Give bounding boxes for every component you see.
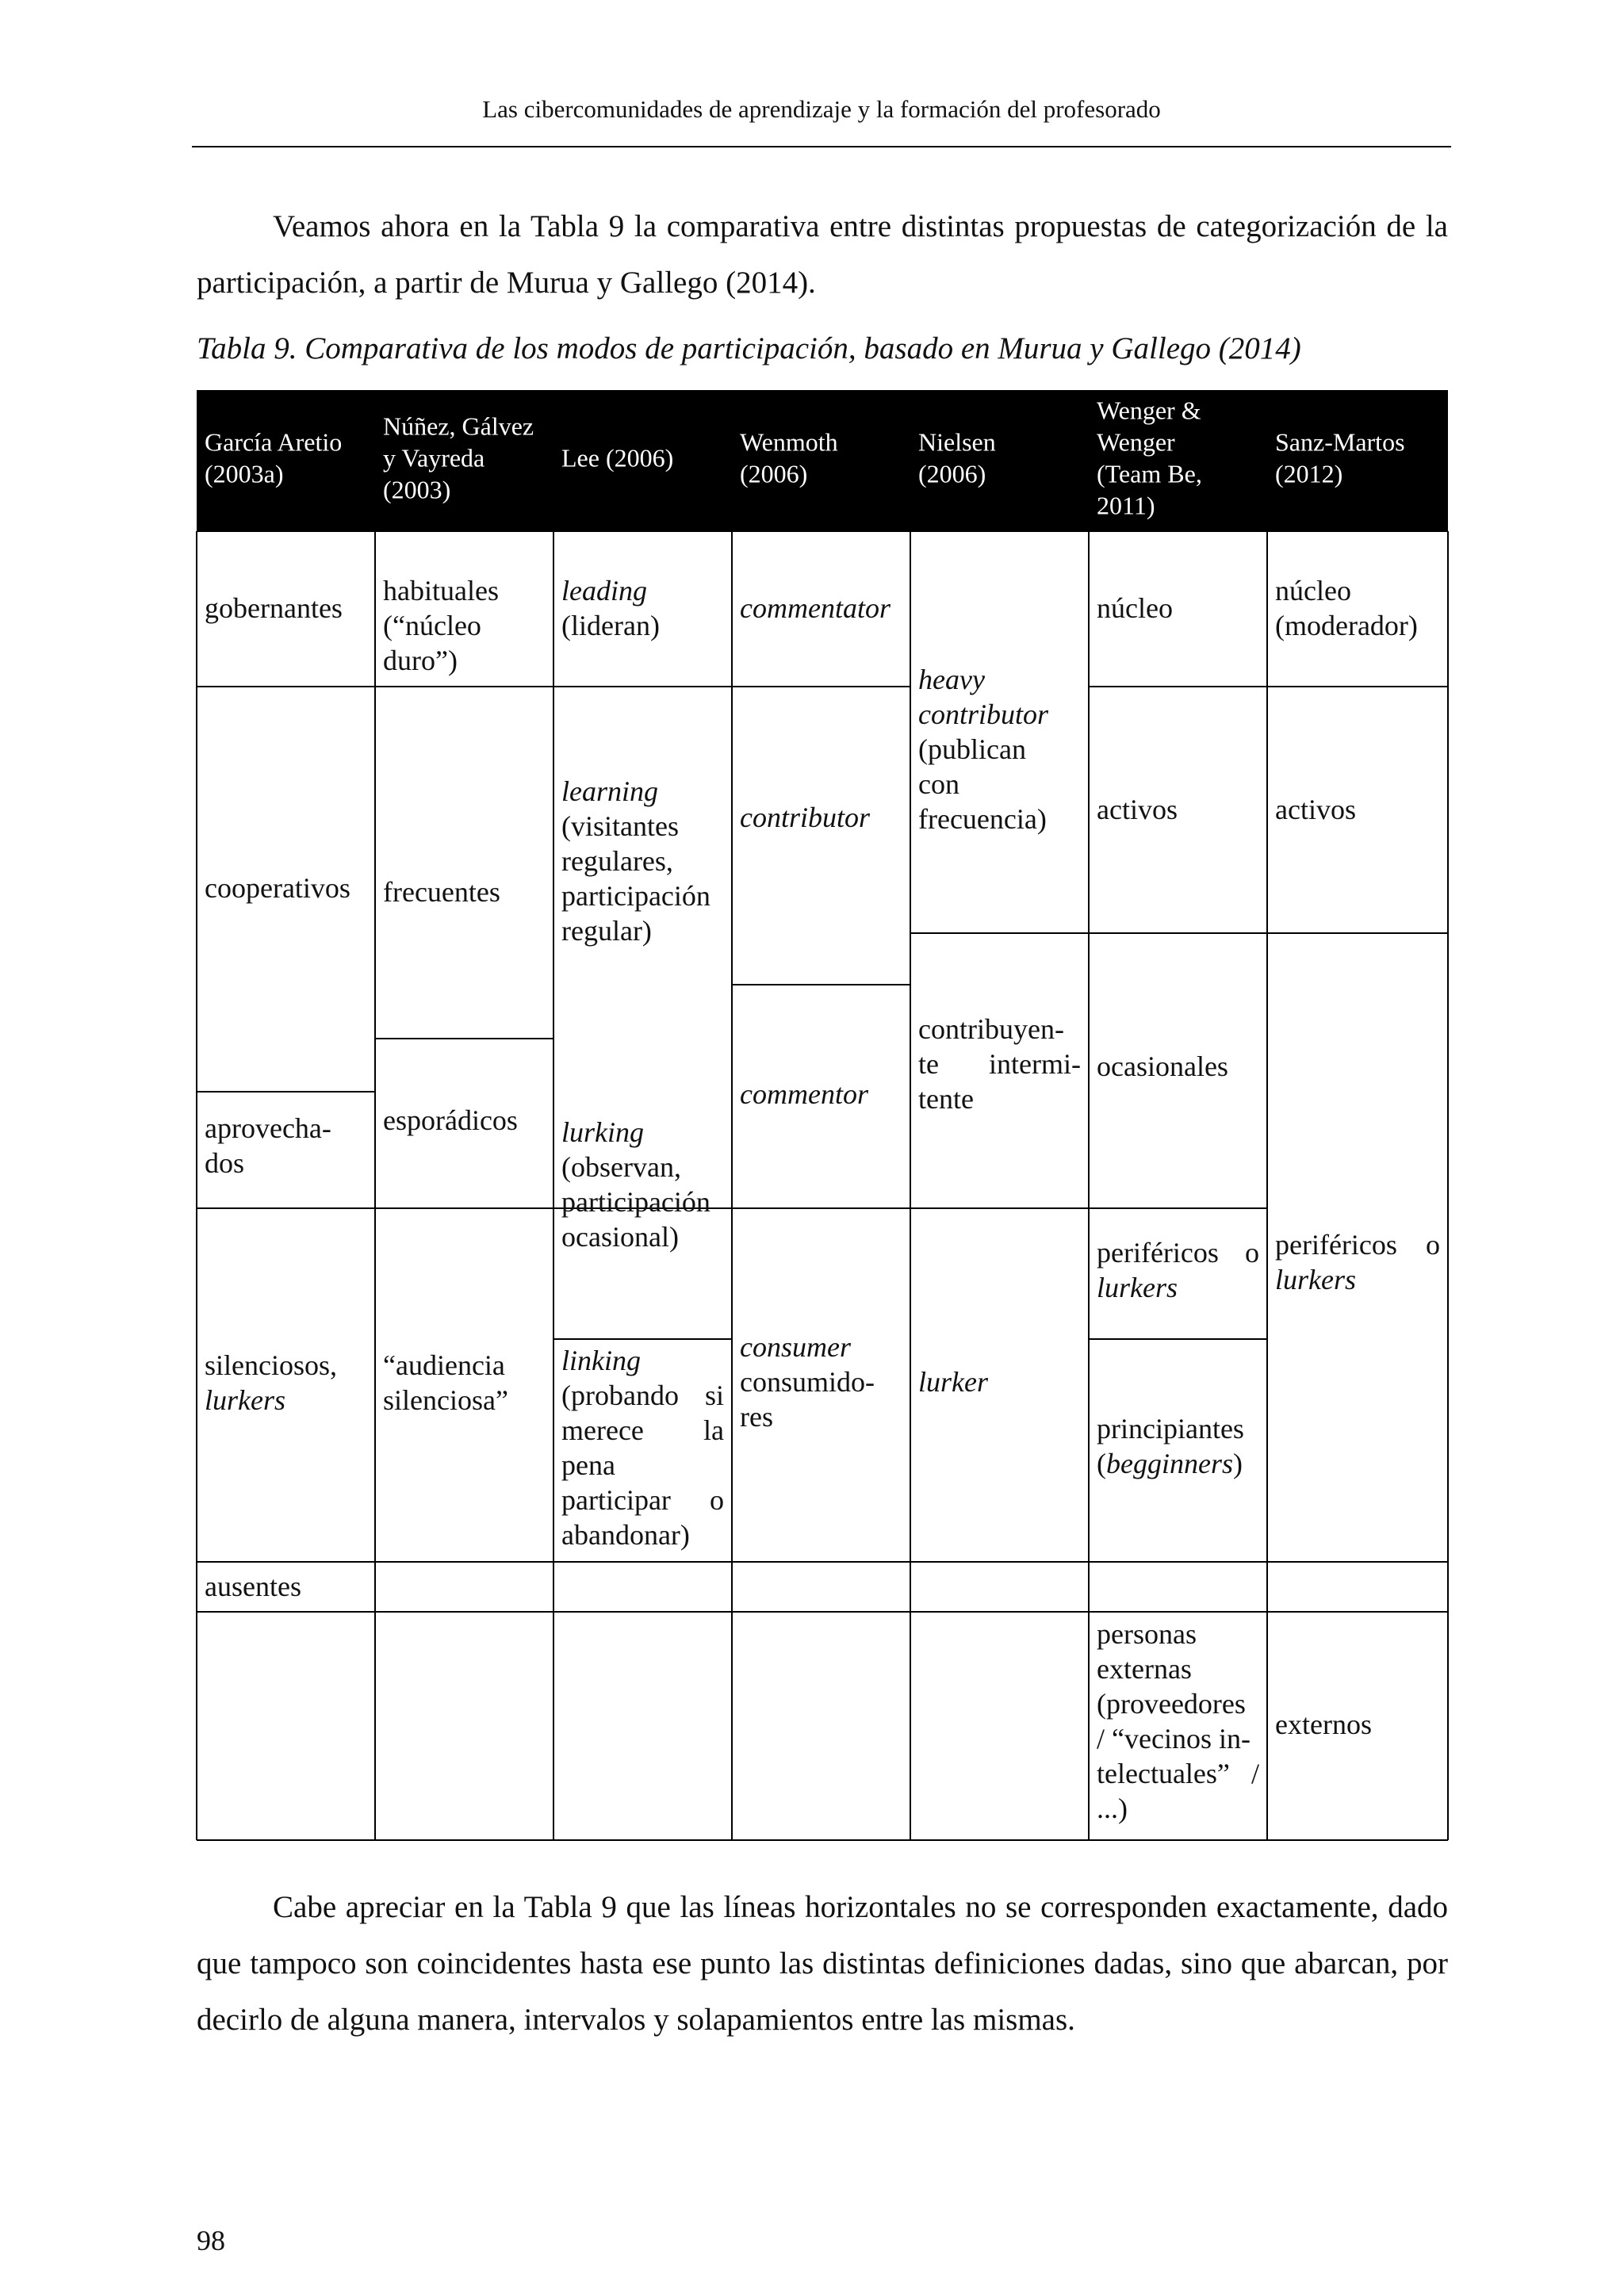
cell-text-line: abandonar) (561, 1519, 690, 1551)
cell-wenger-ocasionales (1097, 1050, 1228, 1082)
column-header-line: (2006) (918, 459, 986, 488)
cell-text-line: habituales (383, 575, 499, 607)
table-body (205, 575, 1440, 1824)
cell-text-line: regulares, (561, 845, 673, 877)
cell-sanz-nucleo (1275, 575, 1418, 641)
cell-text-line: linking (561, 1345, 641, 1376)
cell-text-line: aprovecha- (205, 1112, 331, 1144)
cell-text-line: lurking (561, 1116, 644, 1148)
cell-text-line: principiantes (1097, 1413, 1244, 1445)
cell-text-line: ocasionales (1097, 1050, 1228, 1082)
cell-text-line: (visitantes (561, 810, 679, 842)
cell-text-line: gobernantes (205, 592, 343, 624)
cell-text-line: ausentes (205, 1571, 301, 1602)
column-header-line: (2003a) (205, 459, 284, 488)
cell-nunez-frecuentes (383, 876, 500, 908)
column-header-line: Sanz-Martos (1275, 427, 1405, 457)
cell-text-line: (lideran) (561, 610, 660, 641)
cell-garcia-ausentes (205, 1571, 301, 1602)
cell-text-line: learning (561, 775, 658, 807)
cell-wenmoth-commentator (740, 592, 891, 624)
column-header-line: 2011) (1097, 491, 1155, 520)
cell-text-line: te (918, 1048, 939, 1080)
cell-text-line: (probando (561, 1380, 679, 1411)
cell-text-line: frecuentes (383, 876, 500, 908)
cell-text-line: o (1245, 1237, 1259, 1269)
cell-text-line: cooperativos (205, 872, 350, 904)
cell-nielsen-heavy (918, 664, 1049, 835)
cell-text-line: / “vecinos in- (1097, 1723, 1251, 1755)
cell-text-line: participación (561, 880, 710, 912)
cell-text-line: (moderador) (1275, 610, 1418, 641)
closing-paragraph-text: Cabe apreciar en la Tabla 9 que las líneas horizontales no se corresponden exactamente, dado que tampoco son coincidentes hasta ese punto las distintas definiciones dadas, sino que abarcan, por decirlo de alguna manera, intervalos y solapamientos entre las mismas. (197, 1890, 1448, 2037)
cell-text-line: participación (561, 1186, 710, 1218)
cell-text-line: periféricos (1097, 1237, 1219, 1269)
cell-lee-lurking (561, 1116, 710, 1253)
cell-text-line: activos (1275, 794, 1356, 825)
cell-nunez-audiencia (383, 1349, 508, 1416)
cell-text-line: (observan, (561, 1151, 681, 1183)
column-header-line: Nielsen (918, 427, 996, 457)
cell-text-line: periféricos (1275, 1229, 1397, 1261)
cell-sanz-activos (1275, 794, 1356, 825)
cell-nielsen-contribuyente (918, 1013, 1081, 1115)
cell-text-line: contributor (740, 802, 871, 833)
cell-text-line: consumido- (740, 1366, 875, 1398)
cell-text-line: intermi- (989, 1048, 1081, 1080)
table-caption: Tabla 9. Comparativa de los modos de participación, basado en Murua y Gallego (2014) (197, 331, 1301, 365)
cell-text-line: silenciosos, (205, 1349, 337, 1381)
cell-text-line: esporádicos (383, 1104, 518, 1136)
cell-text-line: commentor (740, 1078, 868, 1110)
cell-garcia-cooperativos (205, 872, 350, 904)
cell-sanz-externos (1275, 1709, 1372, 1740)
column-header-line: y Vayreda (383, 443, 485, 473)
cell-text-line: dos (205, 1147, 245, 1179)
cell-text-line: lurkers (205, 1384, 285, 1416)
cell-text-line: núcleo (1275, 575, 1351, 607)
cell-text-line: regular) (561, 915, 652, 947)
column-header-line: Wenger & (1097, 396, 1201, 425)
cell-text-line: con (918, 768, 959, 800)
cell-text-line: núcleo (1097, 592, 1173, 624)
cell-lee-leading (561, 575, 660, 641)
intro-paragraph-text: Veamos ahora en la Tabla 9 la comparativa entre distintas propuestas de categorización de la participación, a partir de Murua y Gallego (2014). (197, 209, 1448, 300)
cell-text-line: duro”) (383, 645, 458, 676)
cell-text-line: lurkers (1275, 1264, 1356, 1295)
cell-lee-learning (561, 775, 710, 947)
page-number: 98 (197, 2225, 225, 2256)
cell-lee-linking (561, 1345, 724, 1551)
cell-text-line: (“núcleo (383, 610, 481, 641)
cell-text-line: ocasional) (561, 1221, 679, 1253)
cell-nielsen-lurker (918, 1366, 989, 1398)
cell-wenger-nucleo (1097, 592, 1173, 624)
cell-wenger-perifericos (1097, 1237, 1259, 1303)
cell-text-line: silenciosa” (383, 1384, 508, 1416)
cell-text-line: commentator (740, 592, 891, 624)
cell-wenger-personas-externas (1097, 1618, 1259, 1824)
cell-text-line: la (703, 1414, 724, 1446)
cell-text-line: personas (1097, 1618, 1197, 1650)
column-header-line: (2006) (740, 459, 808, 488)
cell-nunez-habituales (383, 575, 499, 676)
cell-text-line: externos (1275, 1709, 1372, 1740)
cell-text-line: (publican (918, 733, 1026, 765)
cell-text-line: participar (561, 1484, 671, 1516)
cell-wenger-principiantes (1097, 1413, 1244, 1479)
cell-text-line: / (1251, 1758, 1259, 1789)
cell-text-line: contribuyen- (918, 1013, 1064, 1045)
closing-paragraph (197, 1879, 1448, 2048)
cell-text-line: ...) (1097, 1793, 1128, 1824)
column-header-line: García Aretio (205, 427, 343, 457)
cell-text-line: res (740, 1401, 773, 1433)
cell-wenger-activos (1097, 794, 1178, 825)
cell-text-line: o (710, 1484, 724, 1516)
cell-text-line: consumer (740, 1331, 851, 1363)
cell-text-line: heavy (918, 664, 985, 695)
cell-text-line: externas (1097, 1653, 1192, 1685)
table-rules (197, 531, 1448, 1840)
cell-garcia-gobernantes (205, 592, 343, 624)
column-header-line: (Team Be, (1097, 459, 1202, 488)
cell-text-line: frecuencia) (918, 803, 1047, 835)
column-header-line: (2012) (1275, 459, 1343, 488)
cell-text-line: pena (561, 1449, 615, 1481)
cell-garcia-aprovechados (205, 1112, 331, 1179)
cell-text-line: telectuales” (1097, 1758, 1230, 1789)
cell-text-line: “audiencia (383, 1349, 505, 1381)
cell-sanz-perifericos (1275, 1229, 1440, 1295)
running-head: Las cibercomunidades de aprendizaje y la formación del profesorado (482, 95, 1161, 123)
cell-text-line: activos (1097, 794, 1178, 825)
cell-text-line: lurkers (1097, 1272, 1178, 1303)
cell-wenmoth-commentor (740, 1078, 869, 1110)
cell-text-line: tente (918, 1083, 974, 1115)
cell-text-line: lurker (918, 1366, 988, 1398)
cell-text-line: leading (561, 575, 647, 607)
cell-wenmoth-contributor (740, 802, 871, 833)
column-header-line: (2003) (383, 475, 451, 504)
cell-wenmoth-consumer (740, 1331, 875, 1433)
cell-text-line: (proveedores (1097, 1688, 1246, 1720)
cell-nunez-esporadicos (383, 1104, 518, 1136)
column-header-line: Lee (2006) (561, 443, 674, 473)
column-header-line: Wenmoth (740, 427, 838, 457)
cell-text-line: merece (561, 1414, 644, 1446)
column-header-line: Wenger (1097, 427, 1175, 457)
cell-garcia-silenciosos (205, 1349, 337, 1416)
cell-text-line: contributor (918, 698, 1049, 730)
column-header-line: Núñez, Gálvez (383, 411, 534, 441)
cell-text-line: o (1426, 1229, 1440, 1261)
cell-text-line: si (704, 1380, 724, 1411)
cell-text-line: (begginners) (1097, 1448, 1243, 1479)
